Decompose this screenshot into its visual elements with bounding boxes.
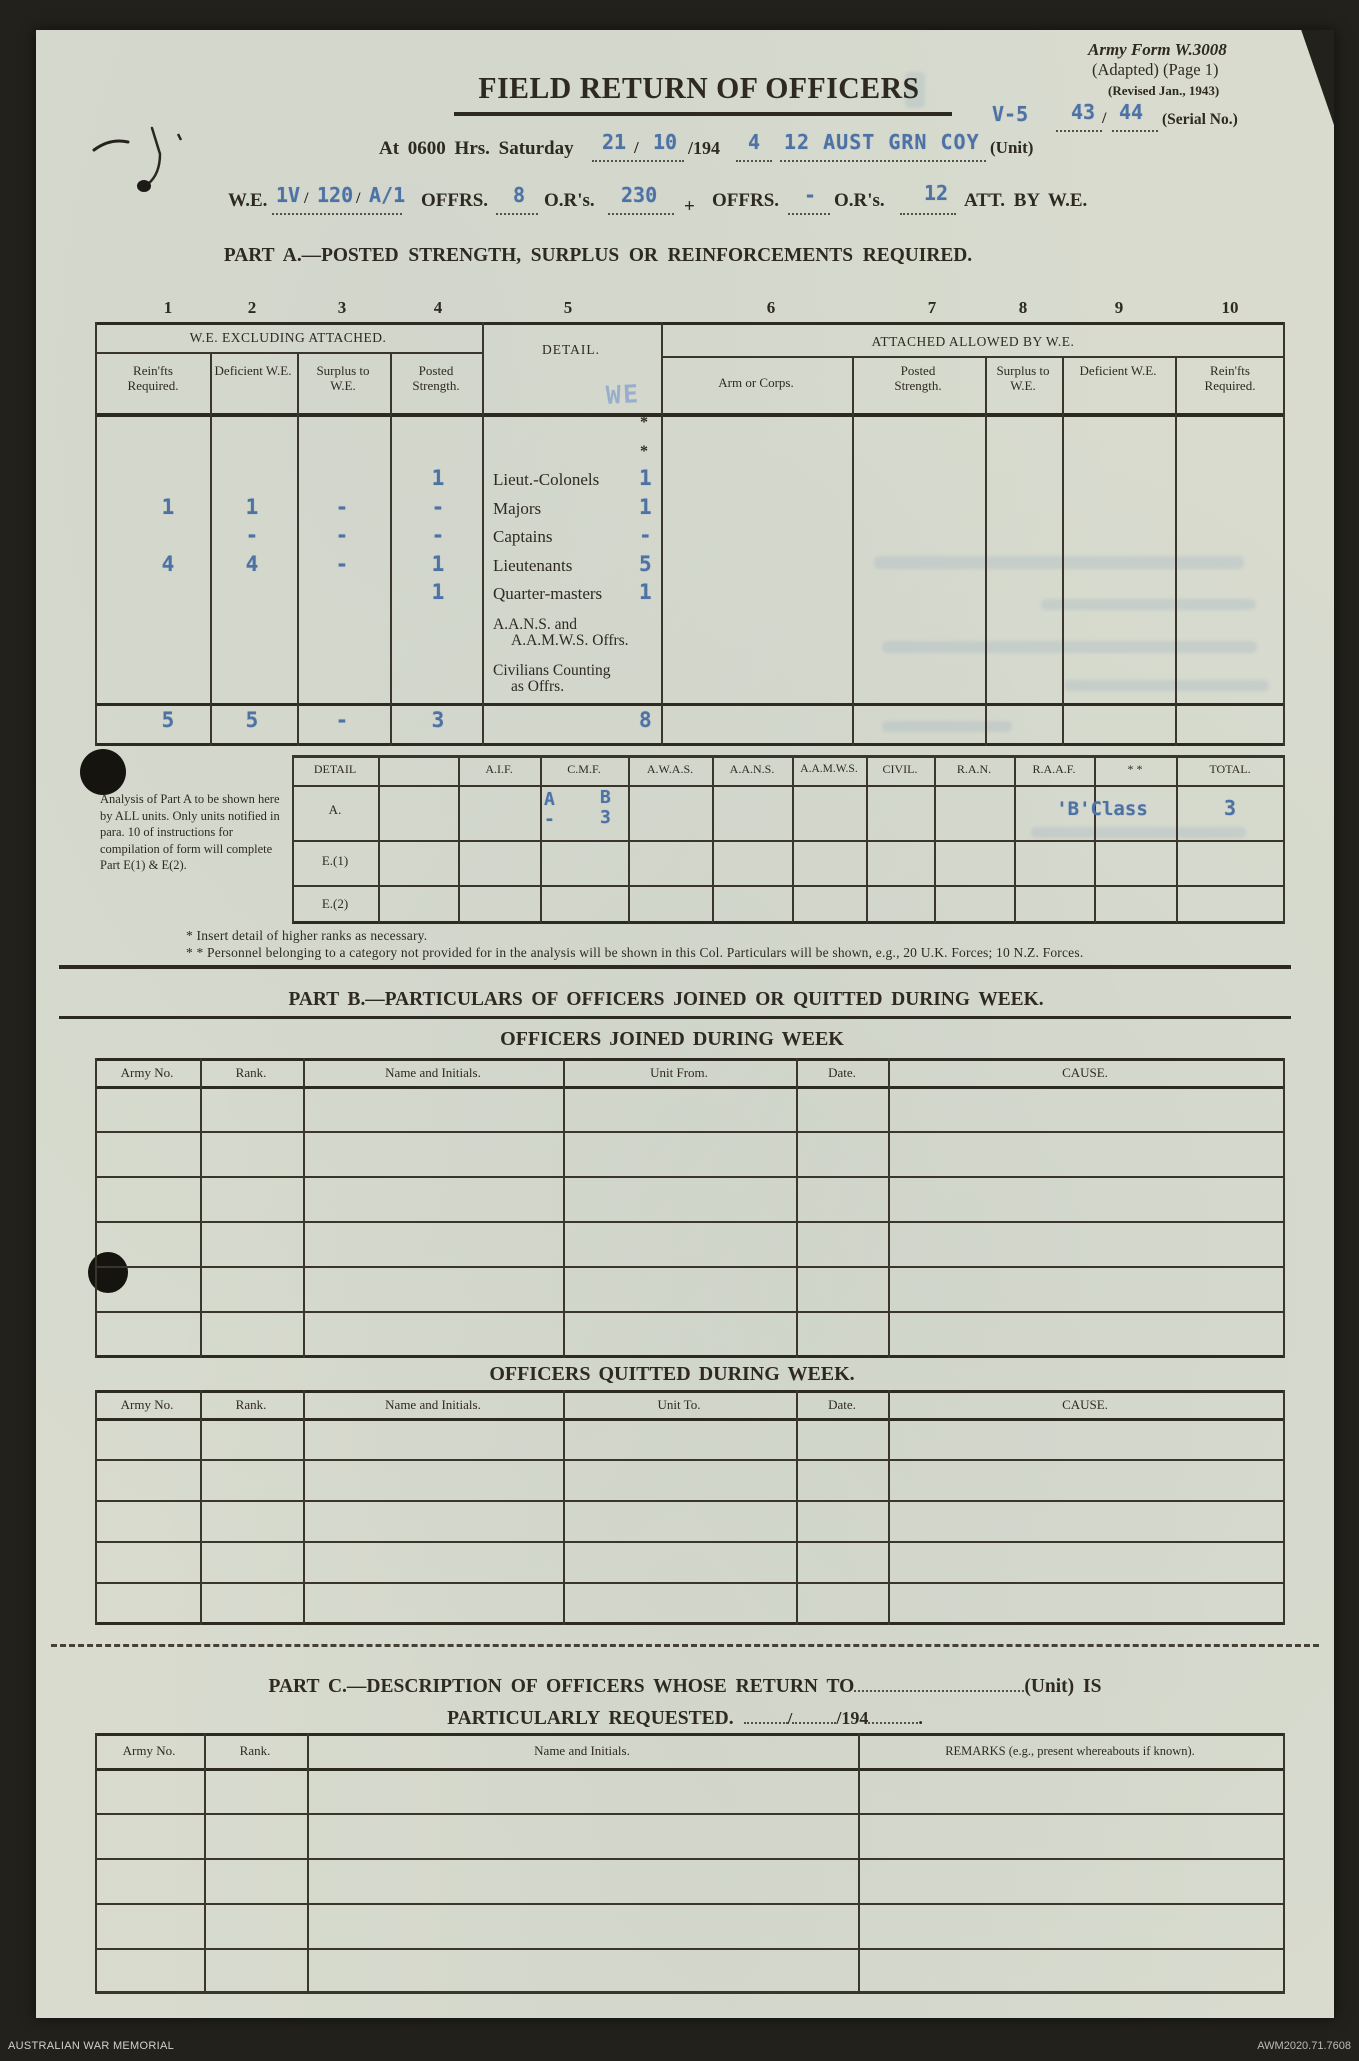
rank-civilians-line1: Civilians Counting [493, 662, 611, 679]
part-c-date-slash: / [787, 1709, 793, 1728]
asterisk-2: * [640, 443, 648, 460]
we-line-offrs-value: 8 [513, 183, 526, 207]
part-c-header-name: Name and Initials. [534, 1743, 630, 1758]
serial-prefix: V-5 [992, 102, 1029, 126]
analysis-header-aans: A.A.N.S. [729, 762, 775, 776]
rank-aans-line2: A.A.M.W.S. Offrs. [511, 632, 629, 649]
torn-corner [1294, 30, 1334, 130]
we-majors: 1 [639, 495, 652, 519]
c3-captains: - [335, 523, 349, 547]
officers-quitted-table [95, 1390, 1285, 1625]
part-c-table [95, 1733, 1285, 1993]
at-line-label: At 0600 Hrs. Saturday [379, 138, 574, 159]
part-c-heading-line1 [36, 1676, 1334, 1698]
analysis-total: 3 [1223, 796, 1237, 820]
quitted-header-rank: Rank. [235, 1397, 267, 1412]
col-number-7: 7 [927, 298, 937, 317]
at-line-month: 10 [653, 130, 678, 154]
footnote-1: * Insert detail of higher ranks as necessary. [186, 928, 428, 943]
part-c-unit-dots [854, 1676, 1024, 1692]
col-number-8: 8 [1018, 298, 1028, 317]
serial-b: 44 [1119, 100, 1144, 124]
joined-header-army-no: Army No. [120, 1065, 174, 1080]
we-line-offrs-label: OFFRS. [421, 190, 489, 211]
subheader-posted-strength: Posted Strength. [412, 363, 460, 393]
rank-quarter-masters: Quarter-masters [493, 584, 603, 603]
quitted-header-date: Date. [828, 1397, 856, 1412]
total-we: 8 [639, 708, 652, 732]
serial-a: 43 [1071, 100, 1096, 124]
analysis-header-aamws: A.A.M.W.S. [800, 763, 858, 775]
part-c-header-army-no: Army No. [122, 1743, 176, 1758]
detail-header: DETAIL. [541, 342, 601, 357]
analysis-row-e1-label: E.(1) [321, 853, 349, 868]
col-number-1: 1 [163, 298, 173, 317]
we-line-v1: 1V [276, 183, 301, 207]
part-c-date-dots2 [792, 1708, 836, 1724]
at-line-dots3 [780, 158, 986, 162]
we-line-plus: + [684, 196, 695, 217]
serial-dots-a [1056, 128, 1102, 132]
officers-joined-title: OFFICERS JOINED DURING WEEK [500, 1028, 844, 1050]
rank-captains: Captains [493, 527, 553, 546]
group-header-right: ATTACHED ALLOWED BY W.E. [871, 334, 1075, 349]
analysis-row-a-label: A. [328, 802, 342, 817]
analysis-header-stars: * * [1127, 762, 1143, 776]
asterisk-1: * [640, 414, 648, 431]
we-ltcol: 1 [639, 466, 652, 490]
analysis-header-awas: A.W.A.S. [646, 762, 694, 776]
part-b-heading: PART B.—PARTICULARS OF OFFICERS JOINED OR QUITTED DURING WEEK. [288, 988, 1044, 1010]
col-number-10: 10 [1221, 298, 1239, 317]
col-number-3: 3 [337, 298, 347, 317]
rank-civilians-line2: as Offrs. [511, 678, 565, 695]
at-line-year-printed: /194 [688, 138, 721, 158]
subheader-att-reinfts-required: Rein'fts Required. [1204, 363, 1256, 393]
part-c-date-year: /194 [836, 1708, 869, 1728]
subheader-att-posted-strength: Posted Strength. [894, 363, 942, 393]
part-c-date-dots1 [744, 1708, 788, 1724]
analysis-header-ran: R.A.N. [956, 762, 992, 776]
we-line-v3: A/1 [369, 183, 406, 207]
subheader-surplus-we: Surplus to W.E. [316, 363, 370, 393]
analysis-cmf-b: B [600, 787, 611, 808]
c2-captains: - [245, 523, 259, 547]
rank-lieutenants: Lieutenants [493, 556, 573, 575]
paper-tear-mark [86, 122, 216, 202]
we-line-ors-label: O.R's. [544, 190, 595, 211]
quitted-header-unit-to: Unit To. [657, 1397, 701, 1412]
c4-captains: - [431, 523, 445, 547]
at-line-dots1 [592, 158, 684, 162]
analysis-header-cmf: C.M.F. [567, 762, 601, 776]
serial-slash: / [1102, 110, 1107, 127]
joined-header-date: Date. [828, 1065, 856, 1080]
analysis-note: Analysis of Part A to be shown here by ALL units. Only units notified in para. 10 of instructions for compilation of form will complete Part E(1) & E(2). [100, 792, 280, 872]
at-line-dots2 [736, 158, 772, 162]
subheader-att-deficient-we: Deficient W.E. [1079, 363, 1157, 378]
part-c-heading-unit-label: (Unit) IS [1024, 1676, 1102, 1697]
we-line-slash2: / [356, 190, 361, 207]
c2-majors: 1 [245, 495, 259, 519]
part-c-requested-label: PARTICULARLY REQUESTED. [447, 1708, 734, 1729]
at-line-unit-label: (Unit) [990, 138, 1034, 157]
army-form-adapted: (Adapted) (Page 1) [1092, 60, 1219, 79]
analysis-row-e2-label: E.(2) [321, 896, 349, 911]
joined-header-unit-from: Unit From. [650, 1065, 708, 1080]
part-c-heading-line2 [36, 1708, 1334, 1730]
we-line-ors2-label: O.R's. [834, 190, 885, 211]
c4-majors: - [431, 495, 445, 519]
officers-quitted-title: OFFICERS QUITTED DURING WEEK. [489, 1363, 855, 1385]
total-c3: - [335, 708, 349, 732]
serial-dots-b [1112, 128, 1158, 132]
form-title: FIELD RETURN OF OFFICERS [478, 70, 920, 105]
analysis-cmf-a: A [544, 789, 555, 810]
part-c-header-rank: Rank. [239, 1743, 271, 1758]
col-number-2: 2 [247, 298, 257, 317]
form-paper [36, 30, 1334, 2018]
we-line-slash1: / [304, 190, 309, 207]
joined-header-cause: CAUSE. [1062, 1065, 1108, 1080]
part-a-heading: PART A.—POSTED STRENGTH, SURPLUS OR REINFORCEMENTS REQUIRED. [223, 244, 973, 266]
c4-lieutenants: 1 [431, 552, 445, 576]
we-line-ors-value: 230 [621, 183, 658, 207]
perforation-line [51, 1644, 1319, 1647]
rank-majors: Majors [493, 499, 542, 518]
we-line-label: W.E. [228, 190, 268, 211]
col-number-9: 9 [1114, 298, 1124, 317]
subheader-arm-or-corps: Arm or Corps. [718, 375, 794, 390]
part-c-date-dots3 [868, 1708, 918, 1724]
we-line-offrs2-value: - [804, 183, 817, 207]
part-a-table [95, 298, 1285, 746]
quitted-header-cause: CAUSE. [1062, 1397, 1108, 1412]
at-line-year: 4 [748, 130, 761, 154]
c4-ltcol: 1 [431, 466, 445, 490]
army-form-number: Army Form W.3008 [1088, 40, 1227, 59]
quitted-header-name: Name and Initials. [385, 1397, 481, 1412]
at-line-slash1: / [634, 138, 639, 157]
we-line-ors2-value: 12 [924, 181, 949, 205]
joined-header-name: Name and Initials. [385, 1065, 481, 1080]
title-underline [454, 112, 952, 116]
we-qm: 1 [639, 580, 652, 604]
part-c-heading-text: PART C.—DESCRIPTION OF OFFICERS WHOSE RETURN TO [268, 1676, 855, 1697]
subheader-att-surplus-we: Surplus to W.E. [996, 363, 1050, 393]
we-line-v2: 120 [317, 183, 354, 207]
officers-joined-table [95, 1058, 1285, 1358]
c3-lieutenants: - [335, 552, 349, 576]
c4-qm: 1 [431, 580, 445, 604]
analysis-header-detail: DETAIL [313, 762, 357, 776]
col-number-6: 6 [766, 298, 776, 317]
catalog-number: AWM2020.71.7608 [1257, 2040, 1351, 2052]
rank-aans-line1: A.A.N.S. and [493, 616, 577, 633]
we-captains: - [639, 523, 652, 547]
at-line-day: 21 [602, 130, 627, 154]
serial-label: (Serial No.) [1162, 111, 1238, 128]
footnote-2: * * Personnel belonging to a category not provided for in the analysis will be shown in this Col. Particulars will be shown, e.g., 20 U.K. Forces; 10 N.Z. Forces. [186, 945, 1084, 960]
joined-header-rank: Rank. [235, 1065, 267, 1080]
we-line-att-label: ATT. BY W.E. [964, 190, 1088, 211]
analysis-header-aif: A.I.F. [485, 762, 513, 776]
army-form-revised: (Revised Jan., 1943) [1108, 83, 1220, 98]
group-header-left: W.E. EXCLUDING ATTACHED. [189, 330, 387, 345]
memorial-label: AUSTRALIAN WAR MEMORIAL [8, 2040, 175, 2052]
analysis-cmf-a-val: - [544, 809, 555, 830]
analysis-header-raaf: R.A.A.F. [1032, 762, 1076, 776]
c3-majors: - [335, 495, 349, 519]
c1-lieutenants: 4 [161, 552, 175, 576]
we-stamp: WE [605, 379, 641, 410]
part-c-header-remarks: REMARKS (e.g., present whereabouts if known). [945, 1744, 1195, 1758]
col-number-4: 4 [433, 298, 443, 317]
analysis-header-civil: CIVIL. [882, 762, 918, 776]
c2-lieutenants: 4 [245, 552, 259, 576]
quitted-header-army-no: Army No. [120, 1397, 174, 1412]
total-c1: 5 [161, 708, 175, 732]
analysis-raaf-note: 'B'Class [1056, 798, 1148, 820]
c1-majors: 1 [161, 495, 175, 519]
total-c2: 5 [245, 708, 259, 732]
we-lieutenants: 5 [639, 552, 652, 576]
subheader-reinfts-required: Rein'fts Required. [127, 363, 179, 393]
rank-lieut-colonels: Lieut.-Colonels [493, 470, 600, 489]
col-number-5: 5 [563, 298, 573, 317]
subheader-deficient-we: Deficient W.E. [214, 363, 292, 378]
analysis-cmf-b-val: 3 [600, 807, 611, 828]
part-c-period: . [918, 1708, 923, 1728]
total-c4: 3 [431, 708, 445, 732]
we-line-offrs2-label: OFFRS. [712, 190, 780, 211]
at-line-unit: 12 AUST GRN COY [784, 130, 980, 154]
analysis-header-total: TOTAL. [1209, 762, 1251, 776]
